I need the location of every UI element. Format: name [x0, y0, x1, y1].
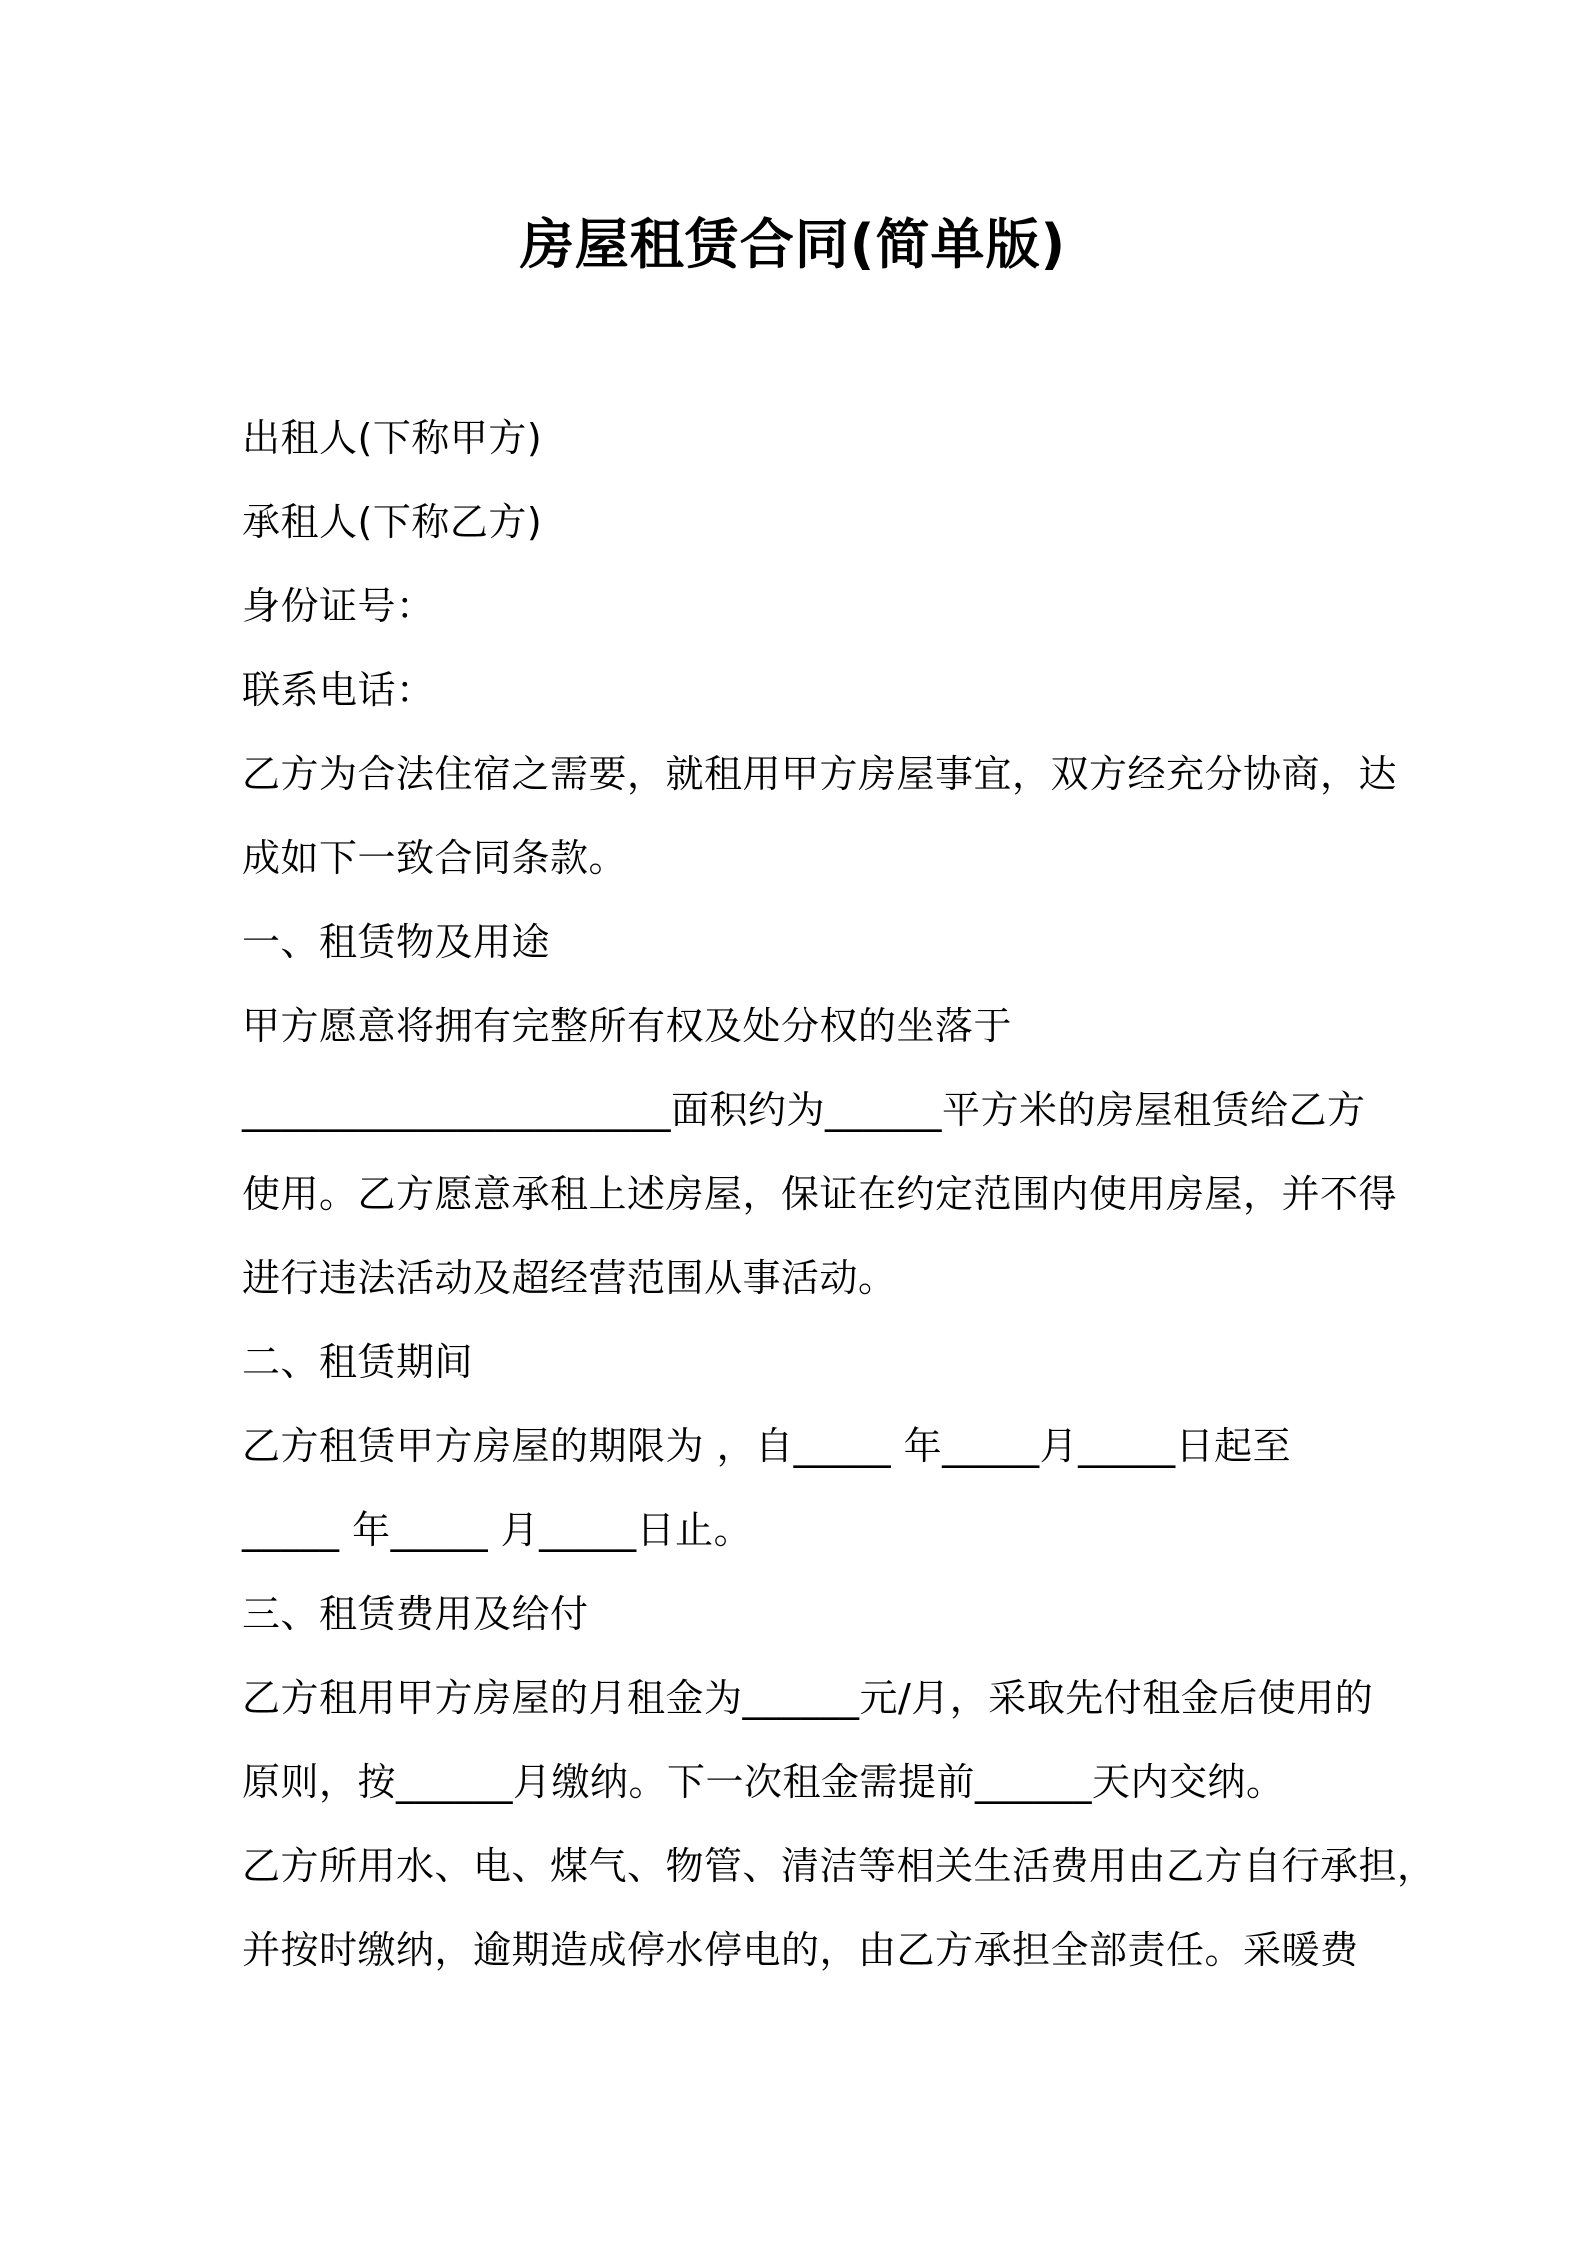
id-number-line: 身份证号： — [242, 584, 435, 628]
section-1-line-2: ______________________面积约为______平方米的房屋租赁给乙方 — [242, 1088, 1366, 1132]
section-3-line-1: 乙方租用甲方房屋的月租金为______元/月，采取先付租金后使用的 — [242, 1676, 1374, 1720]
phone-line: 联系电话： — [242, 668, 435, 712]
party-b-line: 承租人(下称乙方) — [242, 500, 543, 544]
section-3-line-4: 并按时缴纳，逾期造成停水停电的，由乙方承担全部责任。采暖费 — [242, 1928, 1359, 1972]
section-1-line-1: 甲方愿意将拥有完整所有权及处分权的坐落于 — [242, 1004, 1013, 1048]
intro-paragraph-line-2: 成如下一致合同条款。 — [242, 836, 628, 880]
document-title: 房屋租赁合同(简单版) — [519, 213, 1067, 276]
party-a-line: 出租人(下称甲方) — [242, 416, 543, 460]
section-1-line-3: 使用。乙方愿意承租上述房屋，保证在约定范围内使用房屋，并不得 — [242, 1172, 1398, 1216]
section-1-line-4: 进行违法活动及超经营范围从事活动。 — [242, 1256, 897, 1300]
section-1-heading: 一、租赁物及用途 — [242, 920, 551, 964]
section-2-line-1: 乙方租赁甲方房屋的期限为 ，自_____ 年_____月_____日起至 — [242, 1424, 1292, 1468]
section-2-line-2: _____ 年_____ 月_____日止。 — [242, 1508, 753, 1552]
section-3-line-3: 乙方所用水、电、煤气、物管、清洁等相关生活费用由乙方自行承担， — [242, 1844, 1436, 1888]
section-3-heading: 三、租赁费用及给付 — [242, 1592, 589, 1636]
section-3-line-2: 原则，按______月缴纳。下一次租金需提前______天内交纳。 — [242, 1760, 1285, 1804]
intro-paragraph-line-1: 乙方为合法住宿之需要，就租用甲方房屋事宜，双方经充分协商，达 — [242, 752, 1398, 796]
section-2-heading: 二、租赁期间 — [242, 1340, 474, 1384]
